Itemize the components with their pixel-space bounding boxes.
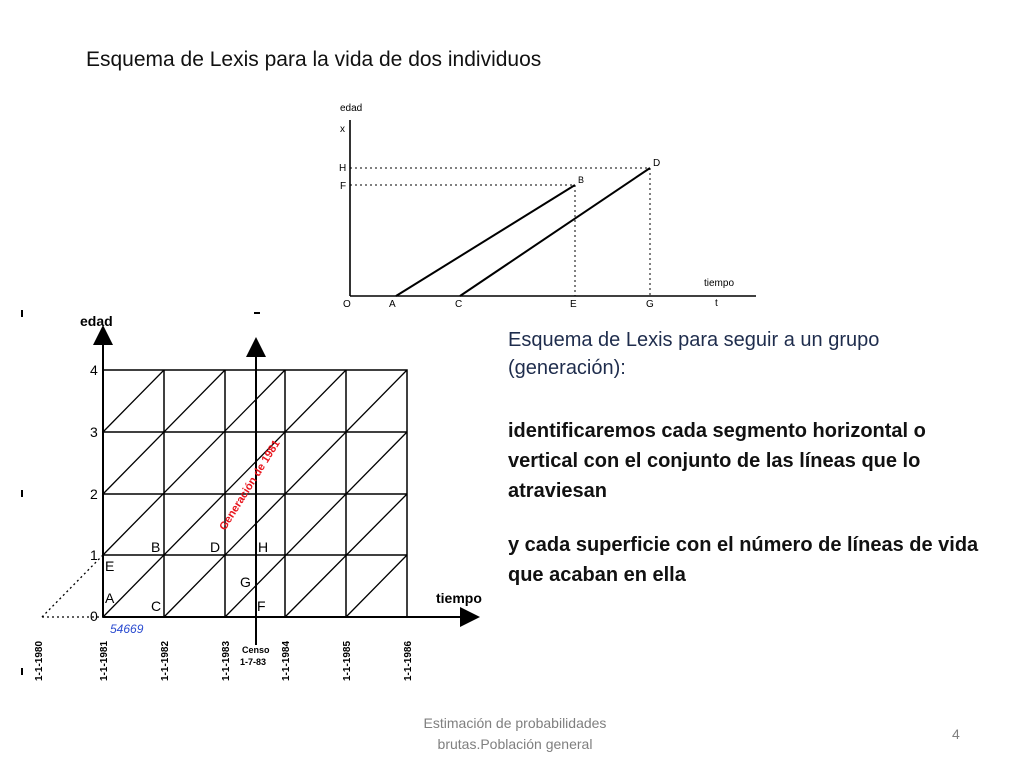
generation-label: Generación de 1981	[217, 438, 283, 533]
x-tick-1984: 1-1-1984	[281, 640, 292, 681]
lexis-diagram-two-individuals	[328, 98, 780, 314]
x-tick-1981: 1-1-1981	[99, 640, 110, 681]
point-c: C	[455, 299, 463, 310]
x-tick-1982: 1-1-1982	[160, 640, 171, 681]
footer-text: Estimación de probabilidades brutas.Población general	[423, 715, 607, 752]
y-axis-label: edad	[80, 313, 113, 329]
y-axis-symbol: x	[340, 124, 345, 135]
census-label-line2: 1-7-83	[240, 657, 267, 667]
census-label-line1: Censo	[242, 645, 270, 655]
point-d: D	[653, 158, 661, 169]
y-tick-1: 1	[90, 547, 98, 563]
x-axis-symbol: t	[715, 298, 718, 309]
x-tick-1985: 1-1-1985	[342, 640, 353, 681]
point-h: H	[339, 163, 347, 174]
point-b: B	[578, 175, 585, 185]
point-g: G	[646, 299, 654, 310]
lexis-diagram-generation	[14, 305, 498, 697]
slide-title: Esquema de Lexis para la vida de dos individuos	[86, 48, 542, 71]
page-number: 4	[952, 726, 960, 742]
cell-label-c: C	[151, 598, 162, 614]
x-axis-label: tiempo	[436, 590, 482, 606]
origin-label: O	[343, 299, 351, 310]
subtitle-text: Esquema de Lexis para seguir a un grupo (generación):	[508, 329, 880, 379]
cell-label-d: D	[210, 539, 221, 555]
cell-label-g: G	[240, 574, 251, 590]
bold-text-1: identificaremos cada segmento horizontal o vertical con el conjunto de las líneas que lo atraviesan	[508, 420, 926, 502]
cell-label-e: E	[105, 558, 115, 574]
y-tick-3: 3	[90, 424, 98, 440]
life-line-c-d	[460, 168, 650, 296]
x-tick-1986: 1-1-1986	[403, 640, 414, 681]
x-tick-1983: 1-1-1983	[221, 640, 232, 681]
cell-label-a: A	[105, 590, 115, 606]
cell-label-b: B	[151, 539, 161, 555]
cell-label-h: H	[258, 539, 269, 555]
bold-text-2: y cada superficie con el número de líneas de vida que acaban en ella	[508, 534, 979, 586]
y-axis-label: edad	[340, 103, 363, 114]
point-f: F	[340, 181, 347, 192]
y-tick-0: 0	[90, 608, 98, 624]
y-tick-4: 4	[90, 362, 98, 378]
cell-label-f: F	[257, 598, 266, 614]
number-label: 54669	[110, 622, 144, 636]
x-tick-1980: 1-1-1980	[34, 640, 45, 681]
y-tick-2: 2	[90, 486, 98, 502]
point-a: A	[389, 299, 396, 310]
point-e: E	[570, 299, 577, 310]
x-axis-label: tiempo	[704, 278, 735, 289]
